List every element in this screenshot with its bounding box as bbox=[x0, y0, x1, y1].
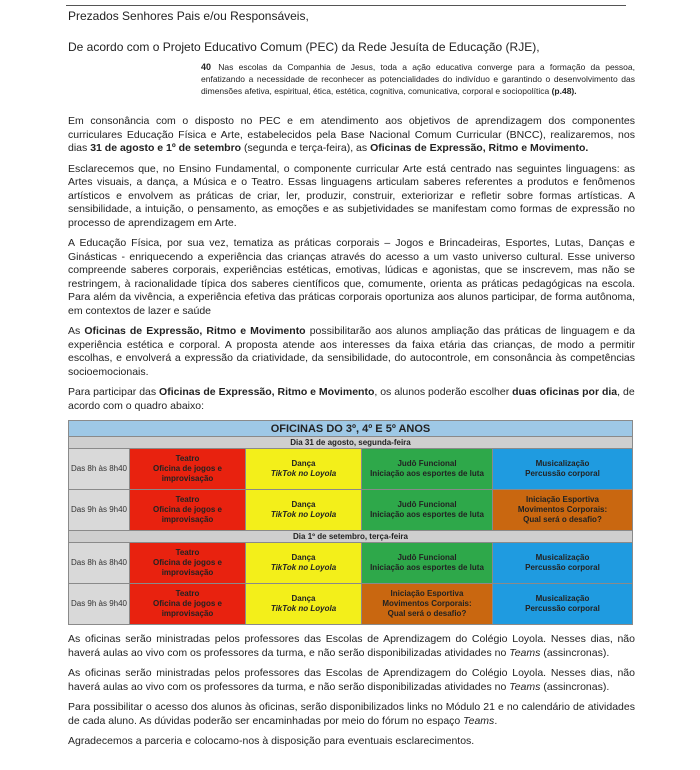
quote-ref: (p.48). bbox=[551, 86, 577, 96]
workshop-cell-danca: Dança TikTok no Loyola bbox=[246, 543, 362, 584]
workshop-cell-iniciacao-esportiva: Iniciação Esportiva Movimentos Corporais: Qual será o desafio? bbox=[493, 490, 633, 531]
time-slot: Das 9h às 9h40 bbox=[69, 490, 130, 531]
paragraph-educacao-fisica: A Educação Física, por sua vez, tematiza as práticas corporais – Jogos e Brincadeiras, Esportes, Lutas, Danças e Ginásticas - enriquecendo a experiência das crianças através do acesso a um vasto universo cultural. Esse universo compreende saberes corporais, experiências estéticas, emotivas, lúdicas e agonistas, que se inscrevem, mas não se restringem, à racionalidade típica dos saberes científicos que, comumente, orienta as práticas pedagógicas na escola. Para além da vivência, a experiência efetiva das práticas corporais oportuniza aos alunos participar, de forma autônoma, em contextos de lazer e saúde bbox=[68, 237, 635, 317]
pec-quote bbox=[201, 61, 635, 97]
table-row bbox=[69, 490, 633, 531]
paragraph-oficinas: As Oficinas de Expressão, Ritmo e Movimento possibilitarão aos alunos ampliação das práticas de linguagem e da experiência estética e corporal. A proposta atende aos interesses da faixa etária das crianças, de modo a permitir escolhas, e envolverá a expressão da criatividade, da sensibilidade, do autocontrole, em consonância às competências socioemocionais. bbox=[68, 325, 636, 378]
paragraph-ministradas: As oficinas serão ministradas pelos professores das Escolas de Aprendizagem do Colégio Loyola. Nesses dias, não haverá aulas ao vivo com os professores da turma, e não serão disponibilizadas atividades no Teams (assincronas). bbox=[68, 633, 635, 659]
table-row bbox=[69, 584, 633, 625]
greeting: Prezados Senhores Pais e/ou Responsáveis, bbox=[68, 9, 309, 23]
workshop-cell-teatro: Teatro Oficina de jogos e improvisação bbox=[130, 584, 246, 625]
workshop-cell-iniciacao-esportiva: Iniciação Esportiva Movimentos Corporais: Qual será o desafio? bbox=[362, 584, 493, 625]
quote-number: 40 bbox=[201, 62, 212, 72]
workshop-cell-musicalizacao: Musicalização Percussão corporal bbox=[493, 543, 633, 584]
table-row bbox=[69, 449, 633, 490]
top-rule bbox=[66, 5, 626, 6]
paragraph-agradecimento: Agradecemos a parceria e colocamo-nos à disposição para eventuais esclarecimentos. bbox=[68, 735, 475, 747]
workshop-schedule-table bbox=[68, 420, 633, 625]
day-header: Dia 1º de setembro, terça-feira bbox=[69, 531, 633, 543]
workshop-cell-danca: Dança TikTok no Loyola bbox=[246, 490, 362, 531]
workshop-cell-judo: Judô Funcional Iniciação aos esportes de luta bbox=[362, 543, 493, 584]
table-title: OFICINAS DO 3º, 4º E 5º ANOS bbox=[69, 421, 633, 437]
workshop-cell-teatro: Teatro Oficina de jogos e improvisação bbox=[130, 490, 246, 531]
workshop-cell-musicalizacao: Musicalização Percussão corporal bbox=[493, 449, 633, 490]
intro-line: De acordo com o Projeto Educativo Comum (PEC) da Rede Jesuíta de Educação (RJE), bbox=[68, 40, 540, 54]
time-slot: Das 9h às 9h40 bbox=[69, 584, 130, 625]
paragraph-ministradas-repeat: As oficinas serão ministradas pelos professores das Escolas de Aprendizagem do Colégio Loyola. Nesses dias, não haverá aulas ao vivo com os professores da turma, e não serão disponibilizadas atividades no Teams (assincronas). bbox=[68, 667, 635, 693]
workshop-cell-teatro: Teatro Oficina de jogos e improvisação bbox=[130, 449, 246, 490]
paragraph-consonancia: Em consonância com o disposto no PEC e em atendimento aos objetivos de aprendizagem dos componentes curriculares Educação Física e Arte, estabelecidos pela Base Nacional Comum Curricular (BNCC), realizaremos, nos dias 31 de agosto e 1º de setembro (segunda e terça-feira), as Oficinas de Expressão, Ritmo e Movimento. bbox=[68, 115, 635, 154]
time-slot: Das 8h às 8h40 bbox=[69, 449, 130, 490]
paragraph-participar: Para participar das Oficinas de Expressão, Ritmo e Movimento, os alunos poderão escolher duas oficinas por dia, de acordo com o quadro abaixo: bbox=[68, 386, 635, 412]
time-slot: Das 8h às 8h40 bbox=[69, 543, 130, 584]
workshop-cell-judo: Judô Funcional Iniciação aos esportes de luta bbox=[362, 449, 493, 490]
day-header: Dia 31 de agosto, segunda-feira bbox=[69, 437, 633, 449]
workshop-cell-teatro: Teatro Oficina de jogos e improvisação bbox=[130, 543, 246, 584]
paragraph-arte: Esclarecemos que, no Ensino Fundamental, o componente curricular Arte está centrado nas seguintes linguagens: as Artes visuais, a dança, a Música e o Teatro. Essas linguagens articulam saberes referentes a produtos e fenômenos artísticos e envolvem as práticas de criar, ler, produzir, construir, exteriorizar e refletir sobre formas artísticas. A sensibilidade, a intuição, o pensamento, as emoções e as subjetividades se manifestam como formas de expressão no processo de aprendizagem em Arte. bbox=[68, 162, 635, 229]
workshop-cell-judo: Judô Funcional Iniciação aos esportes de luta bbox=[362, 490, 493, 531]
quote-text: Nas escolas da Companhia de Jesus, toda a ação educativa converge para a formação da pessoa, enfatizando a necessidade de reconhecer as potencialidades do indivíduo e garantindo o desenvolvimento das dimensões afetiva, espiritual, ética, estética, cognitiva, comunicativa, corporal e sociopolítica bbox=[201, 62, 635, 96]
letter-body bbox=[68, 9, 635, 756]
workshop-cell-danca: Dança TikTok no Loyola bbox=[246, 449, 362, 490]
table-row bbox=[69, 543, 633, 584]
workshop-cell-danca: Dança TikTok no Loyola bbox=[246, 584, 362, 625]
workshop-cell-musicalizacao: Musicalização Percussão corporal bbox=[493, 584, 633, 625]
paragraph-acesso: Para possibilitar o acesso dos alunos às oficinas, serão disponibilizados links no Módulo 21 e no calendário de atividades de cada aluno. As dúvidas poderão ser encaminhadas por meio do fórum no espaço Teams. bbox=[68, 701, 635, 727]
